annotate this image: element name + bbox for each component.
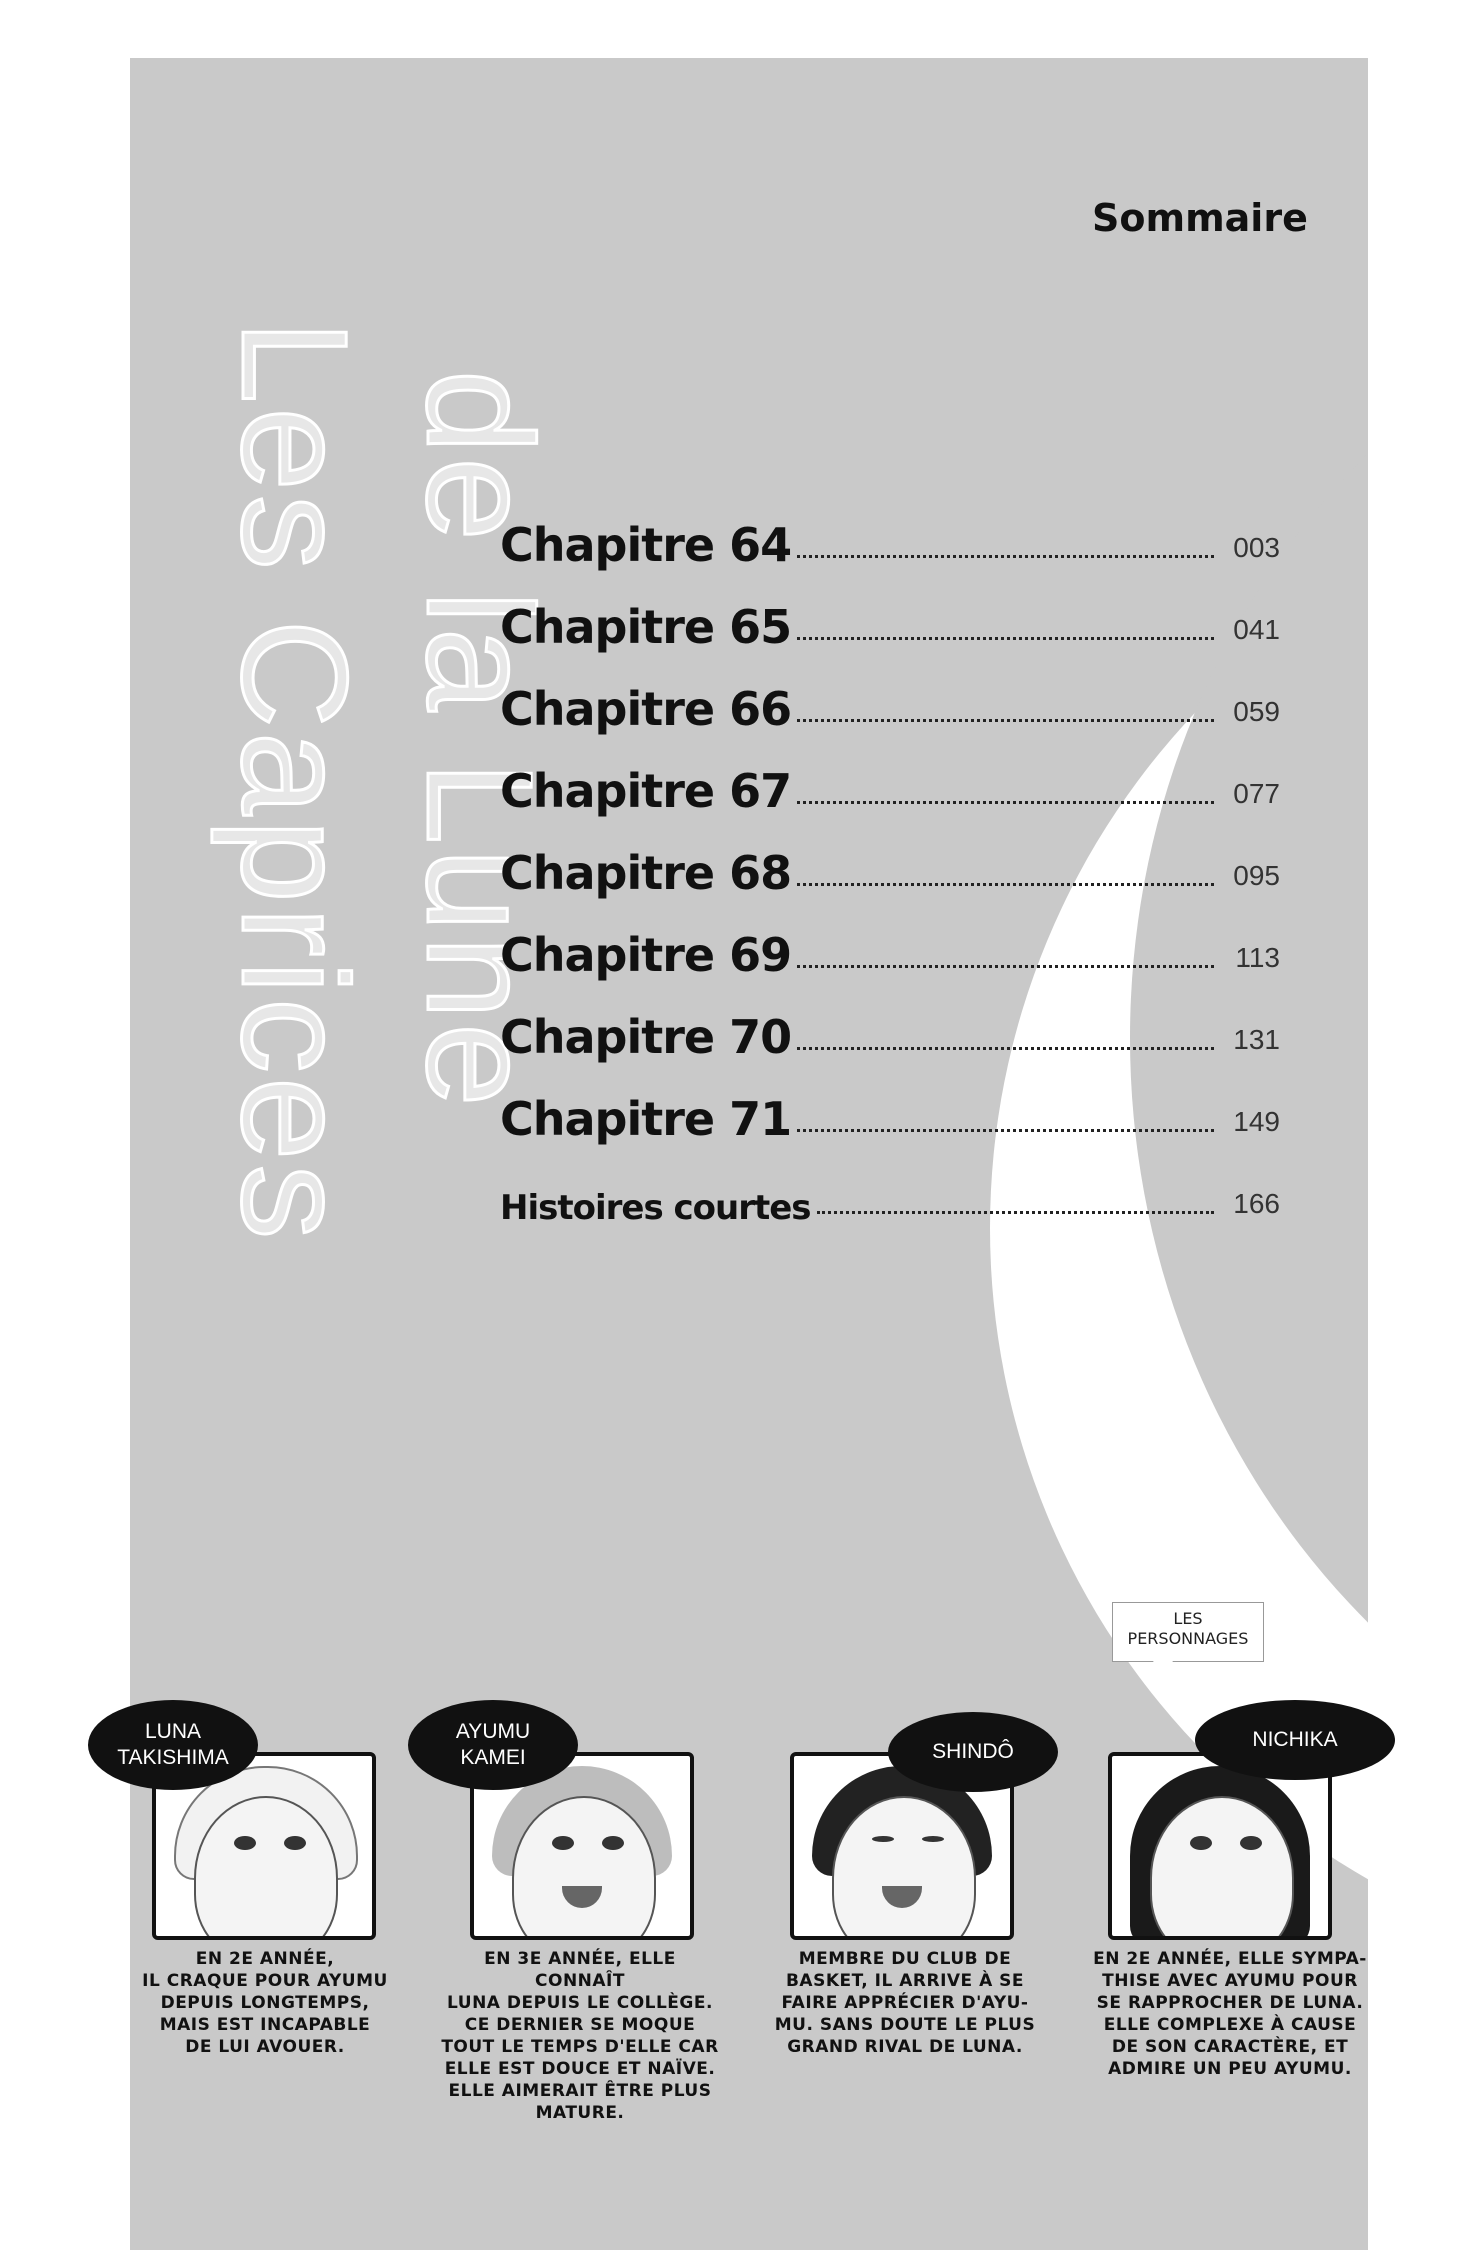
toc-leader-dots — [797, 719, 1214, 722]
desc-line: DEPUIS LONGTEMPS, — [160, 1993, 370, 2013]
toc-row[interactable] — [500, 654, 1280, 736]
toc-label: Chapitre 66 — [500, 682, 792, 736]
eye-icon — [872, 1836, 894, 1842]
character-description-ayumu — [440, 1948, 720, 2124]
toc-label: Histoires courtes — [500, 1188, 811, 1228]
desc-line: EN 2E ANNÉE, ELLE SYMPA- — [1093, 1949, 1367, 1969]
toc-page-number: 003 — [1233, 532, 1280, 563]
toc-label: Chapitre 69 — [500, 928, 792, 982]
character-description-nichika — [1090, 1948, 1370, 2080]
desc-line: ELLE AIMERAIT ÊTRE PLUS — [448, 2081, 712, 2101]
toc-row[interactable] — [500, 736, 1280, 818]
desc-line: CE DERNIER SE MOQUE — [464, 2015, 696, 2035]
characters-tag-line1: LES — [1173, 1609, 1203, 1628]
eye-icon — [1240, 1836, 1262, 1850]
character-name-line2: KAMEI — [460, 1746, 526, 1769]
desc-line: MATURE. — [535, 2103, 625, 2123]
character-name-bubble-shindo — [888, 1712, 1058, 1792]
toc-page-number: 095 — [1233, 860, 1280, 891]
character-name-bubble-luna — [88, 1700, 258, 1790]
toc-page-number: 166 — [1233, 1188, 1280, 1219]
series-title-line2: de la Lune — [396, 370, 564, 1111]
character-description-luna — [135, 1948, 395, 2058]
character-name-bubble-ayumu — [408, 1700, 578, 1790]
desc-line: ELLE COMPLEXE À CAUSE — [1103, 2015, 1357, 2035]
character-name-line1: AYUMU — [455, 1720, 531, 1743]
toc-row[interactable] — [500, 982, 1280, 1064]
desc-line: IL CRAQUE POUR AYUMU — [142, 1971, 388, 1991]
desc-line: ELLE EST DOUCE ET NAÏVE. — [444, 2059, 716, 2079]
toc-leader-dots — [797, 883, 1214, 886]
toc-row[interactable] — [500, 900, 1280, 982]
eye-icon — [602, 1836, 624, 1850]
desc-line: FAIRE APPRÉCIER D'AYU- — [781, 1993, 1029, 2013]
toc-label: Chapitre 68 — [500, 846, 792, 900]
toc-page-number: 059 — [1233, 696, 1280, 727]
desc-line: THISE AVEC AYUMU POUR — [1102, 1971, 1358, 1991]
toc-leader-dots — [797, 965, 1214, 968]
character-portrait-nichika — [1108, 1752, 1332, 1940]
toc-label: Chapitre 64 — [500, 518, 792, 572]
series-title-line1: Les Caprices — [211, 320, 379, 1244]
character-name-line1: LUNA — [144, 1720, 202, 1743]
eye-icon — [234, 1836, 256, 1850]
character-description-shindo — [770, 1948, 1040, 2058]
desc-line: EN 3E ANNÉE, ELLE CONNAÎT — [484, 1949, 676, 1991]
desc-line: DE SON CARACTÈRE, ET — [1111, 2037, 1349, 2057]
desc-line: LUNA DEPUIS LE COLLÈGE. — [447, 1993, 713, 2013]
toc-label: Chapitre 71 — [500, 1092, 792, 1146]
toc-page-number: 077 — [1233, 778, 1280, 809]
desc-line: EN 2E ANNÉE, — [195, 1949, 335, 1969]
desc-line: MAIS EST INCAPABLE — [159, 2015, 371, 2035]
toc-row[interactable] — [500, 572, 1280, 654]
toc-page-number: 131 — [1233, 1024, 1280, 1055]
eye-icon — [922, 1836, 944, 1842]
toc-page-number: 113 — [1235, 942, 1280, 973]
toc-heading: Sommaire — [1092, 196, 1308, 240]
desc-line: GRAND RIVAL DE LUNA. — [787, 2037, 1023, 2057]
desc-line: SE RAPPROCHER DE LUNA. — [1096, 1993, 1364, 2013]
toc-label: Chapitre 65 — [500, 600, 792, 654]
toc-row[interactable] — [500, 1146, 1280, 1228]
eye-icon — [552, 1836, 574, 1850]
toc-leader-dots — [797, 1047, 1214, 1050]
character-name-line1: NICHIKA — [1252, 1728, 1338, 1751]
characters-section-tag — [1112, 1602, 1264, 1662]
toc-leader-dots — [797, 555, 1214, 558]
desc-line: MU. SANS DOUTE LE PLUS — [774, 2015, 1036, 2035]
toc-row[interactable] — [500, 818, 1280, 900]
toc-row[interactable] — [500, 1064, 1280, 1146]
toc-leader-dots — [797, 1129, 1214, 1132]
eye-icon — [284, 1836, 306, 1850]
desc-line: ADMIRE UN PEU AYUMU. — [1108, 2059, 1352, 2079]
toc-label: Chapitre 70 — [500, 1010, 792, 1064]
character-name-bubble-nichika — [1195, 1700, 1395, 1780]
toc-page-number: 041 — [1233, 614, 1280, 645]
table-of-contents — [500, 490, 1280, 1228]
desc-line: DE LUI AVOUER. — [185, 2037, 345, 2057]
toc-leader-dots — [817, 1211, 1214, 1214]
character-name-line1: SHINDÔ — [932, 1740, 1014, 1763]
characters-tag-line2: PERSONNAGES — [1127, 1629, 1249, 1648]
desc-line: BASKET, IL ARRIVE À SE — [785, 1971, 1025, 1991]
toc-leader-dots — [797, 637, 1214, 640]
toc-label: Chapitre 67 — [500, 764, 792, 818]
character-name-line2: TAKISHIMA — [117, 1746, 229, 1769]
toc-row[interactable] — [500, 490, 1280, 572]
toc-page-number: 149 — [1233, 1106, 1280, 1137]
eye-icon — [1190, 1836, 1212, 1850]
desc-line: MEMBRE DU CLUB DE — [798, 1949, 1012, 1969]
toc-leader-dots — [797, 801, 1214, 804]
desc-line: TOUT LE TEMPS D'ELLE CAR — [441, 2037, 719, 2057]
